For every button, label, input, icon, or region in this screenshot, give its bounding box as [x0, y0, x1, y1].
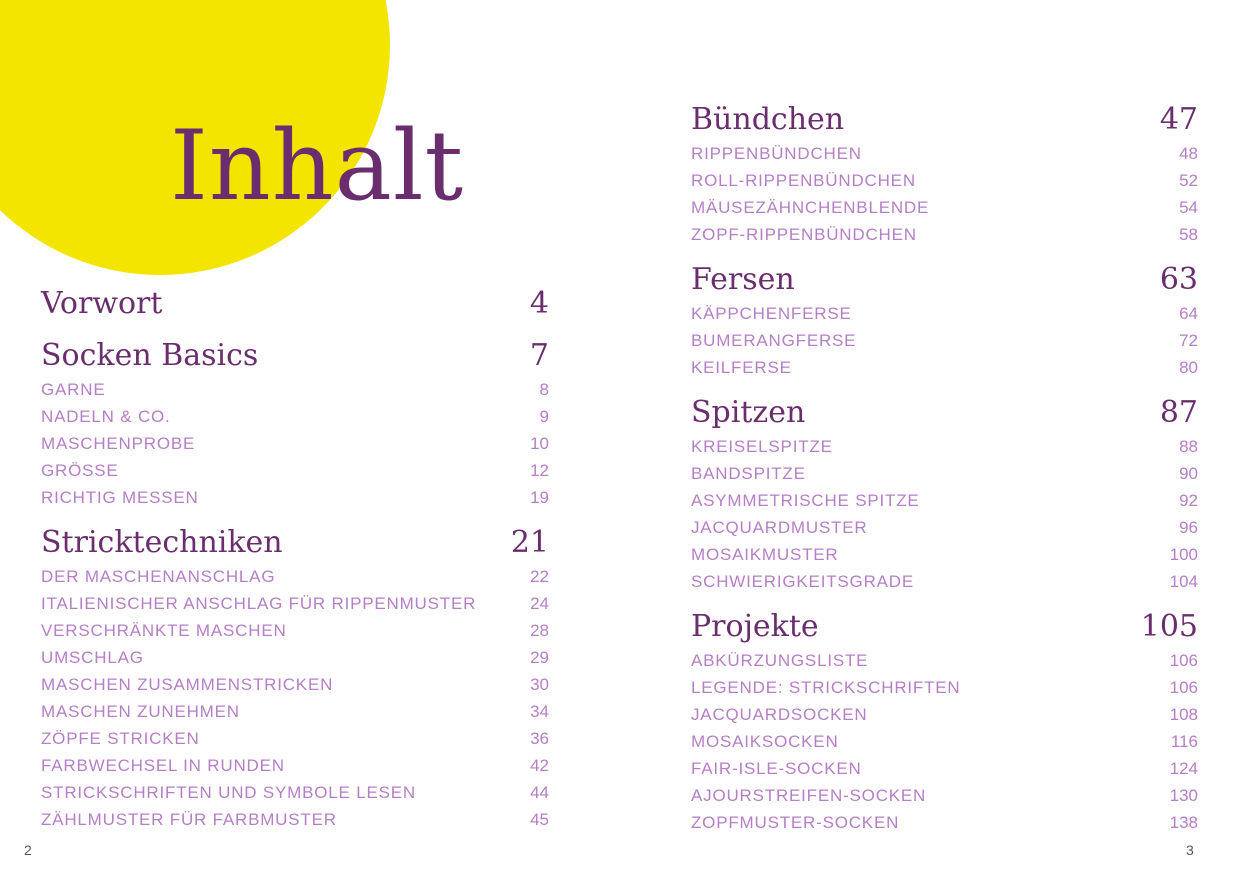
toc-entry-label: KÄPPCHENFERSE	[691, 304, 852, 323]
toc-entry[interactable]	[691, 782, 1198, 809]
toc-entry-label: UMSCHLAG	[41, 648, 144, 667]
toc-entry-label: SCHWIERIGKEITSGRADE	[691, 572, 915, 591]
toc-entry-label: VERSCHRÄNKTE MASCHEN	[41, 621, 287, 640]
toc-section-page: 47	[1159, 102, 1198, 137]
toc-entry-label: MASCHENPROBE	[41, 434, 196, 453]
toc-entry[interactable]	[691, 568, 1198, 595]
toc-entry-page: 138	[1169, 813, 1198, 832]
toc-section-page: 63	[1159, 262, 1198, 297]
toc-entry-page: 124	[1169, 759, 1198, 778]
toc-entry-page: 8	[539, 380, 549, 399]
toc-entry-page: 28	[530, 621, 549, 640]
toc-entry[interactable]	[41, 457, 549, 484]
toc-entry-page: 30	[530, 675, 549, 694]
toc-entry[interactable]	[691, 460, 1198, 487]
toc-entry-label: RICHTIG MESSEN	[41, 488, 199, 507]
toc-entry-label: GARNE	[41, 380, 106, 399]
toc-section-page: 21	[510, 525, 549, 560]
toc-entry-label: ZOPFMUSTER-SOCKEN	[691, 813, 900, 832]
toc-entry-label: BANDSPITZE	[691, 464, 806, 483]
toc-entry[interactable]	[691, 728, 1198, 755]
toc-entry[interactable]	[41, 779, 549, 806]
toc-section-title: Fersen	[691, 262, 795, 297]
toc-entry-label: ROLL-RIPPENBÜNDCHEN	[691, 171, 916, 190]
toc-entry[interactable]	[691, 327, 1198, 354]
toc-section-title: Bündchen	[691, 102, 845, 137]
toc-entry-page: 22	[530, 567, 549, 586]
toc-entry-label: ZÄHLMUSTER FÜR FARBMUSTER	[41, 810, 337, 829]
toc-entry-label: NADELN & CO.	[41, 407, 171, 426]
toc-entry-label: ABKÜRZUNGSLISTE	[691, 651, 869, 670]
toc-entry-label: KREISELSPITZE	[691, 437, 833, 456]
toc-entry[interactable]	[41, 563, 549, 590]
toc-entry-page: 52	[1179, 171, 1198, 190]
toc-section-title: Projekte	[691, 609, 819, 644]
toc-entry-page: 45	[530, 810, 549, 829]
toc-section	[41, 284, 549, 324]
toc-entry-page: 108	[1169, 705, 1198, 724]
toc-entry-page: 88	[1179, 437, 1198, 456]
toc-entry-page: 80	[1179, 358, 1198, 377]
toc-entry[interactable]	[691, 514, 1198, 541]
toc-entry[interactable]	[691, 755, 1198, 782]
toc-entry-label: RIPPENBÜNDCHEN	[691, 144, 862, 163]
toc-section-heading[interactable]	[41, 336, 549, 376]
toc-entry[interactable]	[691, 674, 1198, 701]
toc-right-column	[691, 100, 1198, 848]
toc-entry-page: 24	[530, 594, 549, 613]
toc-section-heading[interactable]	[691, 393, 1198, 433]
toc-entry-label: ZOPF-RIPPENBÜNDCHEN	[691, 225, 917, 244]
toc-section	[691, 100, 1198, 248]
toc-entry-page: 9	[539, 407, 549, 426]
toc-entry-label: GRÖSSE	[41, 461, 119, 480]
toc-section	[691, 607, 1198, 836]
toc-entry-page: 58	[1179, 225, 1198, 244]
toc-entry[interactable]	[41, 752, 549, 779]
toc-entry-page: 10	[530, 434, 549, 453]
toc-section-page: 105	[1140, 609, 1198, 644]
toc-entry[interactable]	[41, 376, 549, 403]
toc-entry[interactable]	[41, 725, 549, 752]
toc-entry[interactable]	[41, 430, 549, 457]
toc-section	[41, 336, 549, 511]
toc-entry-label: BUMERANGFERSE	[691, 331, 857, 350]
toc-entry[interactable]	[691, 140, 1198, 167]
toc-section-title: Stricktechniken	[41, 525, 283, 560]
toc-entry-label: FARBWECHSEL IN RUNDEN	[41, 756, 285, 775]
toc-section-heading[interactable]	[691, 260, 1198, 300]
toc-entry[interactable]	[691, 647, 1198, 674]
toc-entry-page: 130	[1169, 786, 1198, 805]
toc-entry-label: AJOURSTREIFEN-SOCKEN	[691, 786, 927, 805]
toc-entry-page: 100	[1169, 545, 1198, 564]
toc-entry-page: 116	[1170, 732, 1198, 751]
toc-section-title: Spitzen	[691, 395, 806, 430]
toc-left-column	[41, 284, 549, 845]
toc-section-heading[interactable]	[691, 100, 1198, 140]
toc-entry-label: ASYMMETRISCHE SPITZE	[691, 491, 920, 510]
toc-entry-page: 72	[1179, 331, 1198, 350]
toc-entry-page: 106	[1169, 678, 1198, 697]
toc-entry[interactable]	[691, 354, 1198, 381]
toc-entry-label: MÄUSEZÄHNCHENBLENDE	[691, 198, 930, 217]
toc-section-heading[interactable]	[691, 607, 1198, 647]
toc-entry[interactable]	[41, 484, 549, 511]
toc-section	[691, 393, 1198, 595]
toc-entry-page: 104	[1169, 572, 1198, 591]
toc-entry[interactable]	[691, 701, 1198, 728]
toc-section	[691, 260, 1198, 381]
toc-entry-label: JACQUARDSOCKEN	[691, 705, 868, 724]
toc-entry-label: DER MASCHENANSCHLAG	[41, 567, 276, 586]
toc-entry-page: 96	[1179, 518, 1198, 537]
toc-entry-label: MASCHEN ZUNEHMEN	[41, 702, 240, 721]
toc-entry-label: LEGENDE: STRICKSCHRIFTEN	[691, 678, 961, 697]
page-number-right: 3	[1186, 842, 1194, 858]
toc-entry-page: 34	[530, 702, 549, 721]
toc-entry-page: 12	[530, 461, 549, 480]
toc-entry-label: KEILFERSE	[691, 358, 792, 377]
toc-section-page: 7	[529, 338, 549, 373]
toc-entry[interactable]	[691, 194, 1198, 221]
toc-entry-page: 92	[1179, 491, 1198, 510]
toc-section-page: 4	[529, 286, 549, 321]
toc-entry-page: 19	[530, 488, 549, 507]
toc-entry[interactable]	[41, 698, 549, 725]
toc-entry[interactable]	[41, 806, 549, 833]
toc-section	[41, 523, 549, 833]
toc-entry-label: MASCHEN ZUSAMMENSTRICKEN	[41, 675, 334, 694]
toc-entry-label: MOSAIKSOCKEN	[691, 732, 839, 751]
toc-entry[interactable]	[691, 541, 1198, 568]
toc-entry-label: ZÖPFE STRICKEN	[41, 729, 200, 748]
toc-entry-page: 48	[1179, 144, 1198, 163]
toc-entry[interactable]	[691, 809, 1198, 836]
toc-entry[interactable]	[41, 590, 549, 617]
toc-entry[interactable]	[41, 644, 549, 671]
toc-entry[interactable]	[691, 167, 1198, 194]
toc-entry-label: ITALIENISCHER ANSCHLAG FÜR RIPPENMUSTER	[41, 594, 477, 613]
toc-entry-page: 106	[1169, 651, 1198, 670]
toc-entry-page: 64	[1179, 304, 1198, 323]
toc-entry[interactable]	[41, 403, 549, 430]
toc-entry[interactable]	[691, 221, 1198, 248]
toc-entry-page: 90	[1179, 464, 1198, 483]
toc-section-heading[interactable]	[41, 284, 549, 324]
toc-entry[interactable]	[691, 300, 1198, 327]
toc-section-heading[interactable]	[41, 523, 549, 563]
toc-entry[interactable]	[41, 617, 549, 644]
toc-entry-page: 44	[530, 783, 549, 802]
toc-entry-page: 29	[530, 648, 549, 667]
toc-section-title: Vorwort	[41, 286, 163, 321]
page-title: Inhalt	[170, 110, 465, 222]
toc-entry[interactable]	[691, 487, 1198, 514]
toc-section-page: 87	[1159, 395, 1198, 430]
toc-entry-page: 54	[1179, 198, 1198, 217]
toc-entry[interactable]	[691, 433, 1198, 460]
toc-section-title: Socken Basics	[41, 338, 259, 373]
toc-entry-label: FAIR-ISLE-SOCKEN	[691, 759, 862, 778]
toc-entry-page: 36	[530, 729, 549, 748]
toc-entry[interactable]	[41, 671, 549, 698]
page-number-left: 2	[24, 842, 32, 858]
toc-entry-page: 42	[530, 756, 549, 775]
toc-entry-label: JACQUARDMUSTER	[691, 518, 868, 537]
toc-entry-label: STRICKSCHRIFTEN UND SYMBOLE LESEN	[41, 783, 416, 802]
toc-entry-label: MOSAIKMUSTER	[691, 545, 839, 564]
